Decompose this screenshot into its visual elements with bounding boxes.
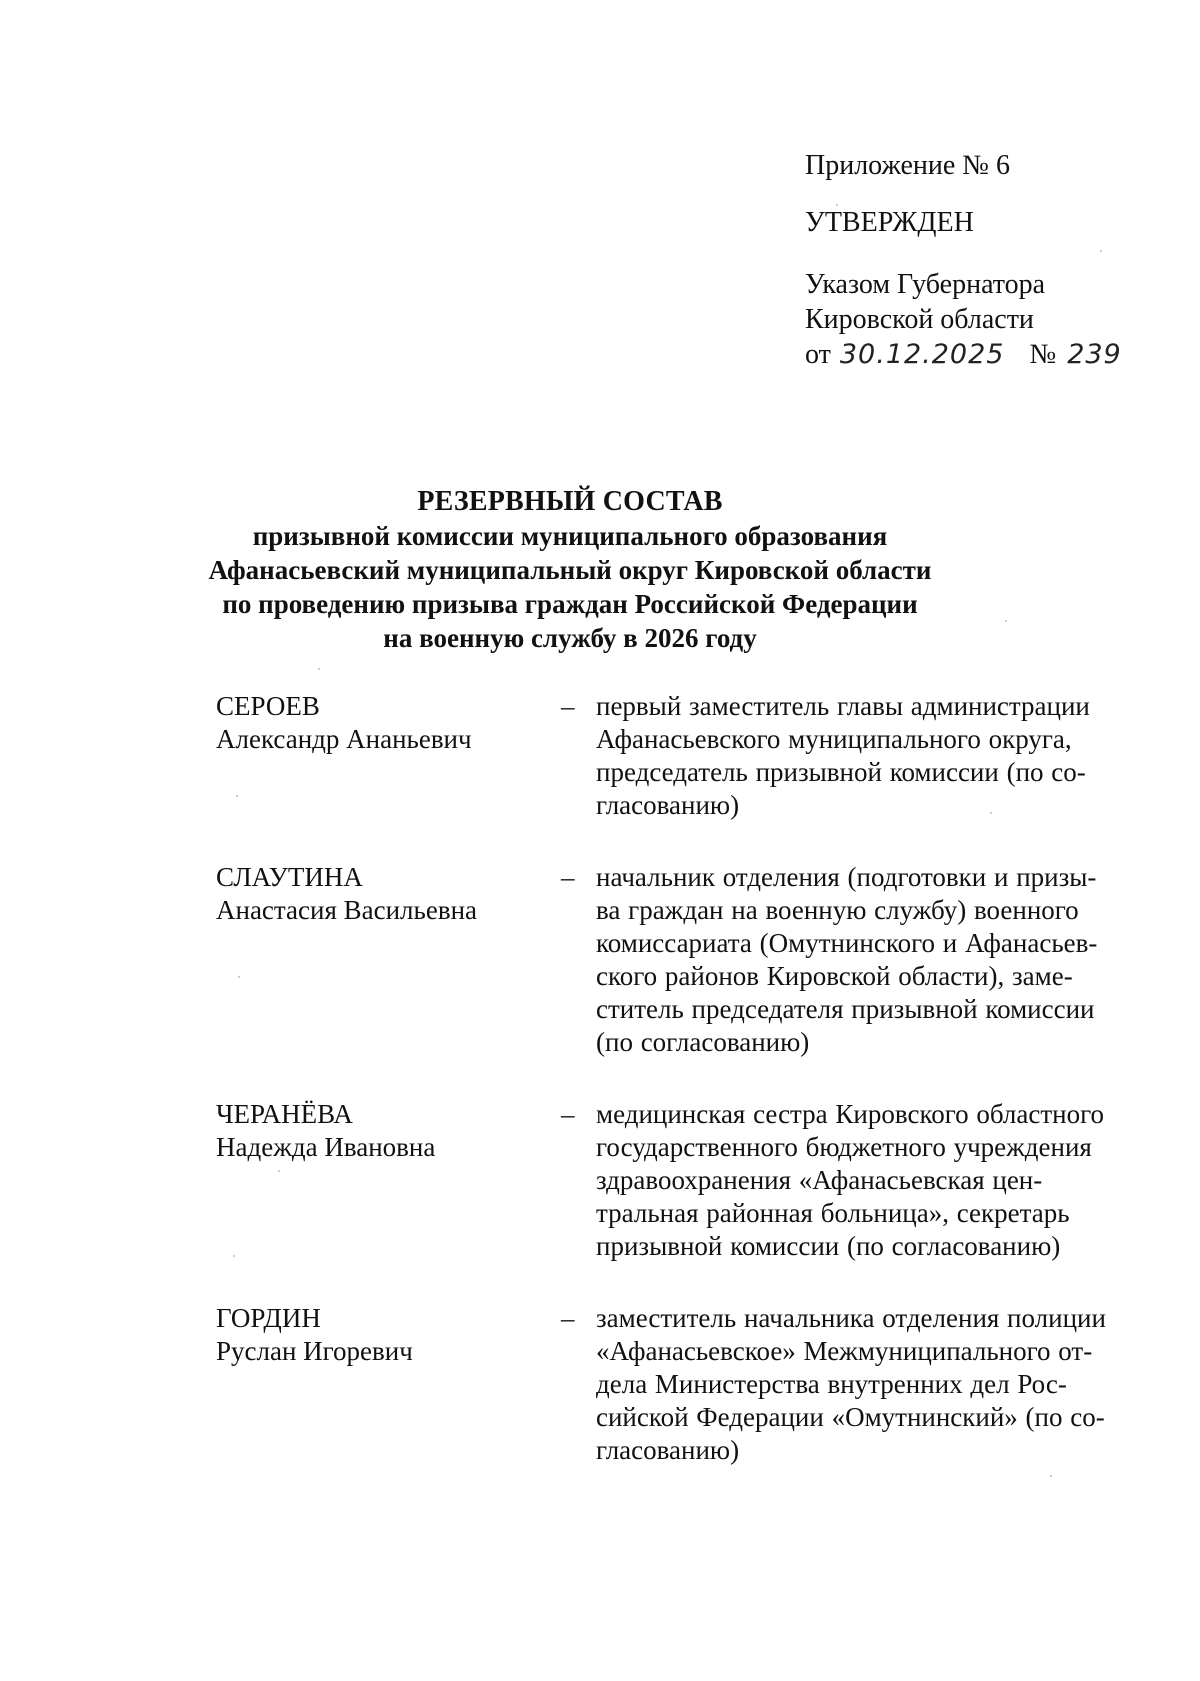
member-role	[596, 690, 1121, 822]
member-role-line: первый заместитель главы администрации	[596, 691, 1090, 721]
decree-number: 239	[1067, 339, 1122, 370]
member-dash: –	[561, 1099, 575, 1129]
member-role-line: председатель призывной комиссии (по со-	[596, 757, 1086, 787]
member-name	[216, 690, 561, 756]
member-role-line: начальник отделения (подготовки и призы-	[596, 862, 1097, 892]
member-role-line: сийской Федерации «Омутнинский» (по со-	[596, 1402, 1105, 1432]
member-role-line: «Афанасьевское» Межмуниципального от-	[596, 1336, 1093, 1366]
member-role-line: тральная районная больница», секретарь	[596, 1198, 1070, 1228]
approval-block	[805, 148, 1135, 372]
appendix-label: Приложение № 6	[805, 150, 1010, 181]
member-role-line: медицинская сестра Кировского областного	[596, 1099, 1104, 1129]
member-role	[596, 1098, 1121, 1263]
scan-speck	[1005, 620, 1007, 622]
document-subtitle-line-1: призывной комиссии муниципального образования	[252, 521, 888, 551]
member-dash: –	[561, 691, 575, 721]
decree-date-number	[805, 337, 1135, 372]
document-title: РЕЗЕРВНЫЙ СОСТАВ	[417, 486, 723, 517]
member-role	[596, 861, 1121, 1059]
member-role-line: ститель председателя призывной комиссии	[596, 994, 1095, 1024]
member-dash: –	[561, 1303, 575, 1333]
member-role-line: ского районов Кировской области), заме-	[596, 961, 1073, 991]
approved-label: УТВЕРЖДЕН	[805, 207, 974, 238]
document-subtitle-line-4: на военную службу в 2026 году	[383, 623, 757, 653]
member-role-line: дела Министерства внутренних дел Рос-	[596, 1369, 1067, 1399]
member-role-line: государственного бюджетного учреждения	[596, 1132, 1092, 1162]
member-surname: ЧЕРАНЁВА	[216, 1099, 353, 1129]
scan-speck	[318, 668, 320, 670]
scan-speck	[1100, 250, 1102, 252]
member-name	[216, 1302, 561, 1368]
scan-speck	[238, 976, 240, 978]
decree-date: 30.12.2025	[839, 339, 1005, 370]
member-dash: –	[561, 862, 575, 892]
scan-speck	[236, 795, 238, 797]
member-given-names: Руслан Игоревич	[216, 1336, 413, 1366]
member-role	[596, 1302, 1121, 1467]
decree-from-label: от	[805, 339, 831, 370]
scan-speck	[836, 204, 838, 206]
member-name	[216, 861, 561, 927]
member-role-line: комиссариата (Омутнинского и Афанасьев-	[596, 928, 1098, 958]
member-role-line: гласованию)	[596, 1435, 740, 1465]
member-role-line: ва граждан на военную службу) военного	[596, 895, 1079, 925]
member-surname: ГОРДИН	[216, 1303, 321, 1333]
decree-line-1: Указом Губернатора	[805, 269, 1046, 300]
scan-speck	[1050, 1475, 1052, 1477]
member-entry	[216, 861, 1121, 1059]
member-entry	[216, 690, 1121, 822]
member-entry	[216, 1302, 1121, 1467]
member-role-line: Афанасьевского муниципального округа,	[596, 724, 1072, 754]
member-name	[216, 1098, 561, 1164]
member-role-line: (по согласованию)	[596, 1027, 810, 1057]
member-entry	[216, 1098, 1121, 1263]
member-role-line: призывной комиссии (по согласованию)	[596, 1231, 1061, 1261]
member-surname: СЕРОЕВ	[216, 691, 320, 721]
document-title-block	[190, 485, 950, 655]
scan-speck	[233, 1255, 235, 1257]
member-given-names: Анастасия Васильевна	[216, 895, 478, 925]
member-role-line: гласованию)	[596, 790, 740, 820]
commission-members-list	[216, 690, 1121, 1467]
decree-number-label: №	[1029, 339, 1057, 370]
member-given-names: Александр Ананьевич	[216, 724, 472, 754]
document-subtitle-line-3: по проведению призыва граждан Российской Федерации	[222, 589, 918, 619]
member-given-names: Надежда Ивановна	[216, 1132, 436, 1162]
document-subtitle-line-2: Афанасьевский муниципальный округ Кировской области	[208, 555, 932, 585]
scan-speck	[990, 812, 992, 814]
scan-speck	[278, 1170, 280, 1172]
member-role-line: заместитель начальника отделения полиции	[596, 1303, 1106, 1333]
decree-line-2: Кировской области	[805, 304, 1034, 335]
member-surname: СЛАУТИНА	[216, 862, 363, 892]
member-role-line: здравоохранения «Афанасьевская цен-	[596, 1165, 1043, 1195]
